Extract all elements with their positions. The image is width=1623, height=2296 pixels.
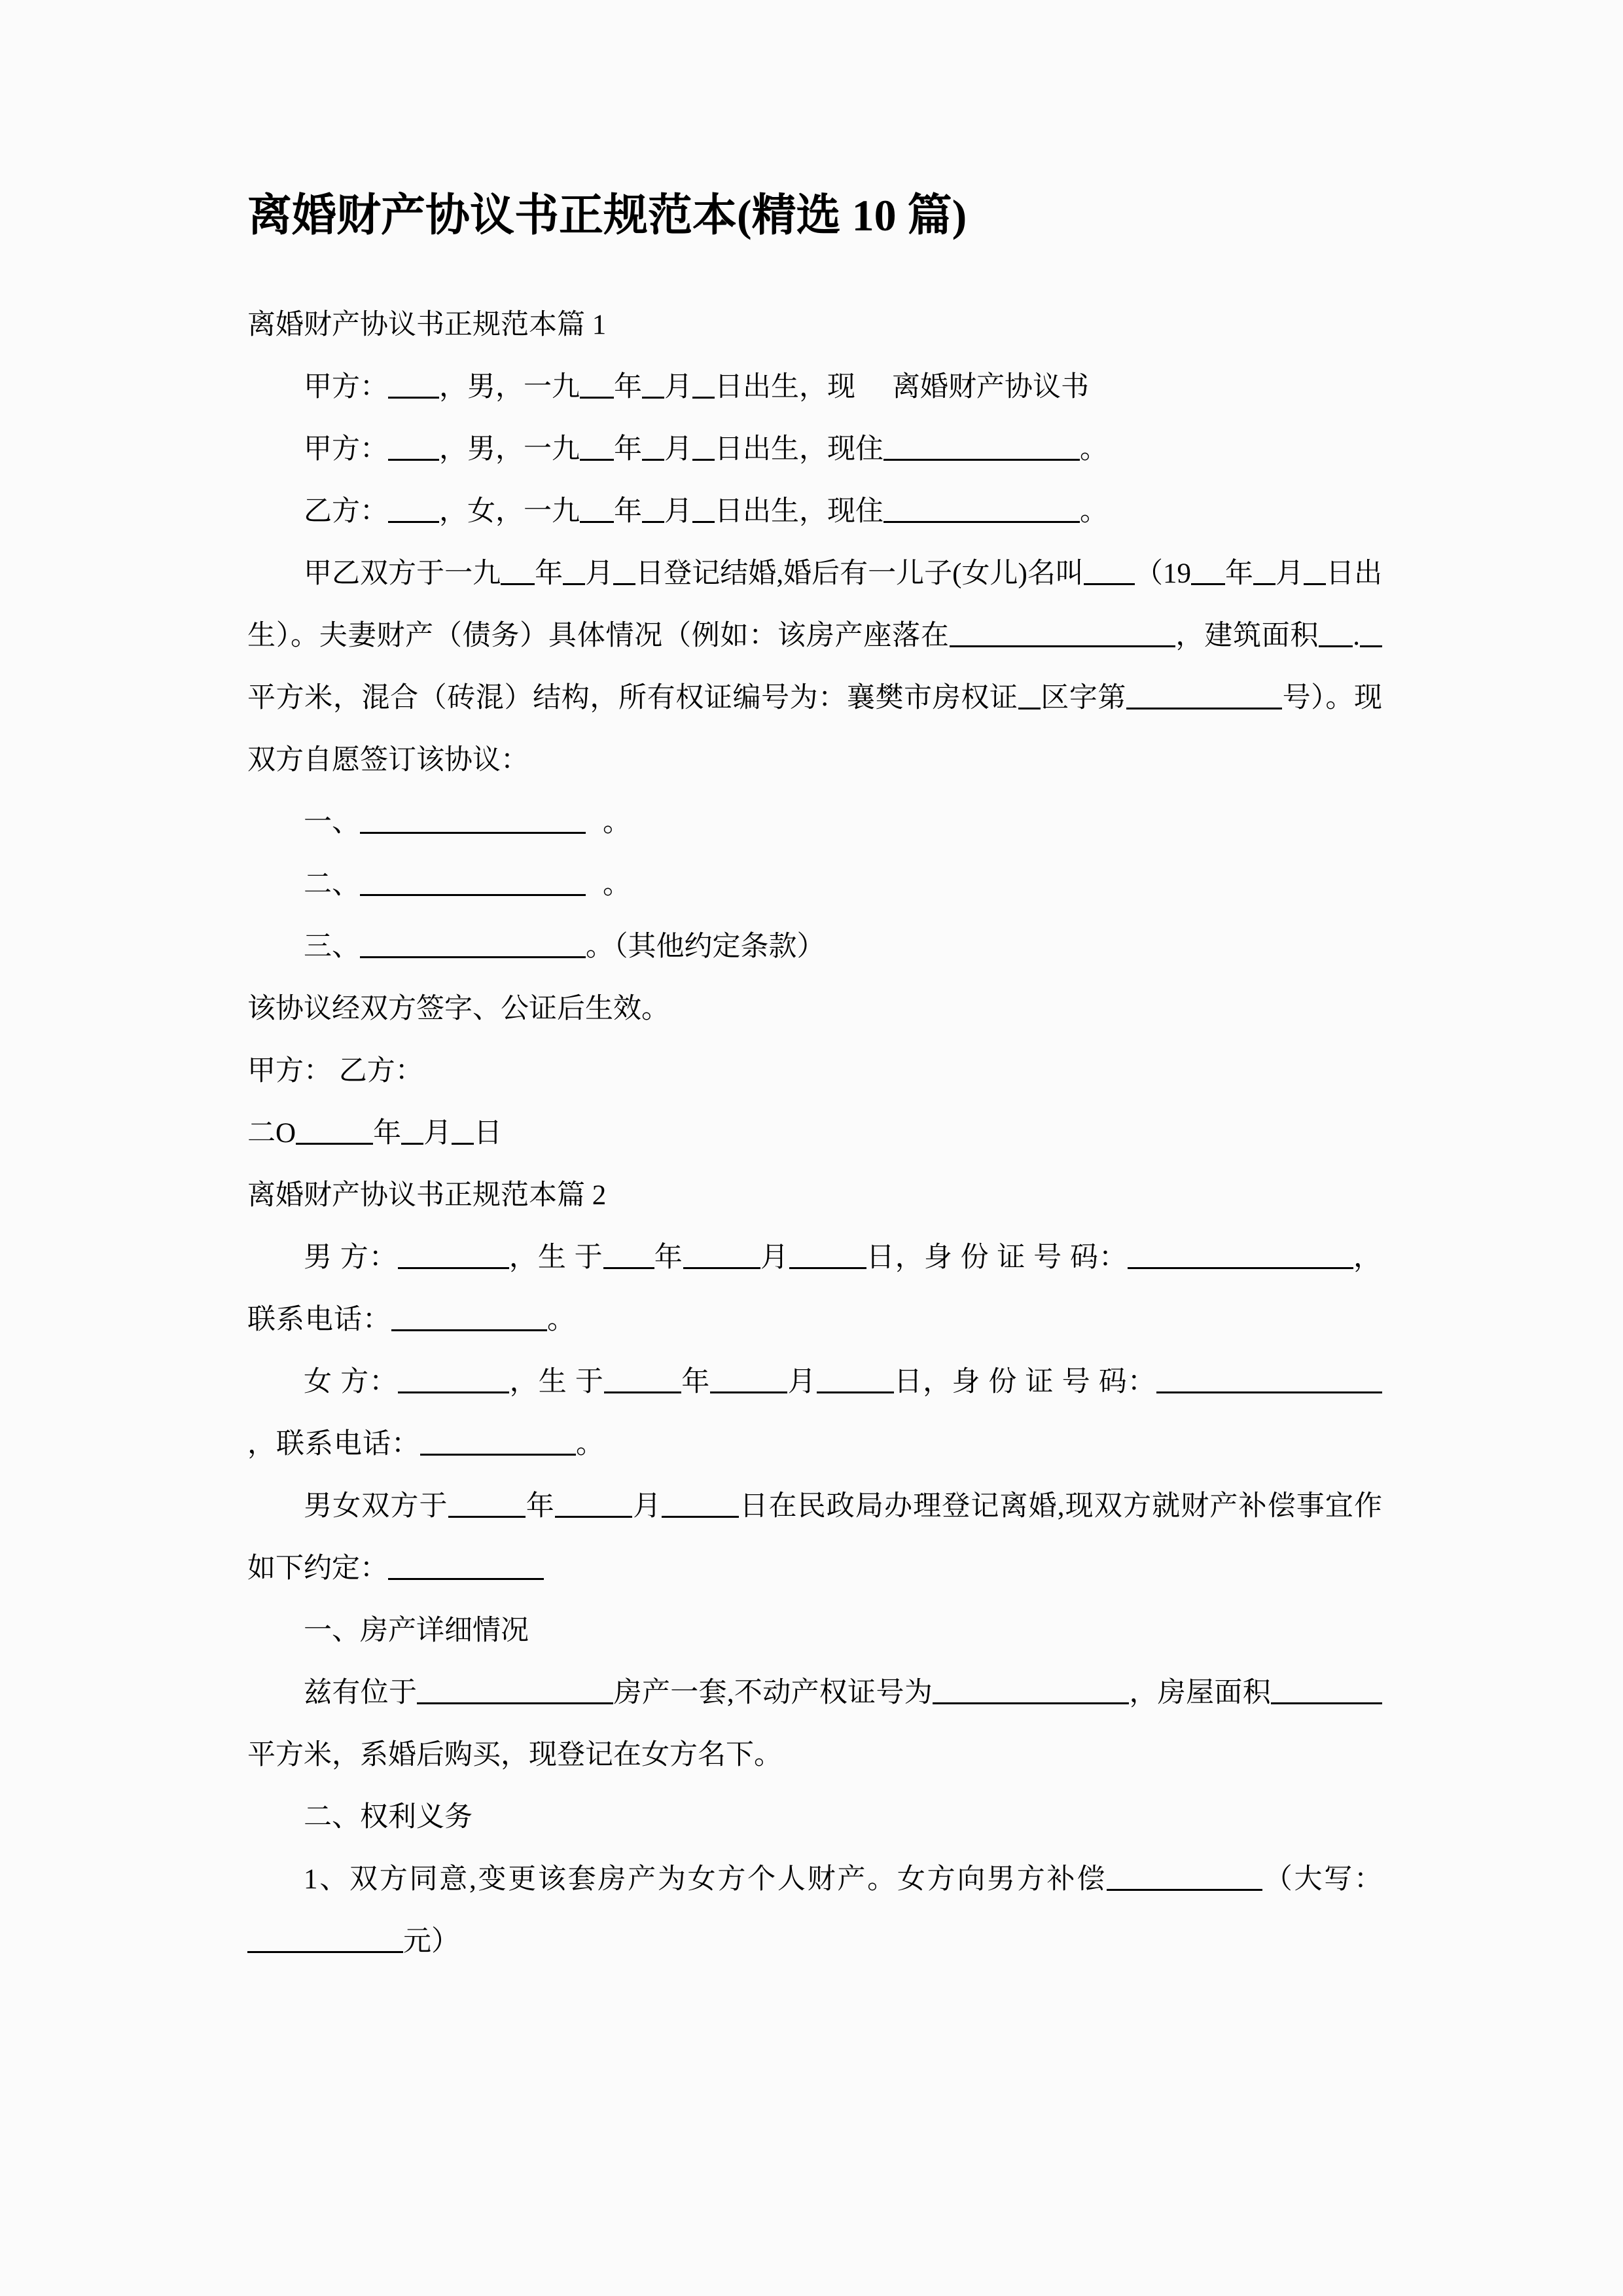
party-a-line-2: [247, 418, 1382, 480]
party-a-month-label: 月: [664, 371, 692, 403]
clause-item-1: [247, 791, 1382, 853]
section-2-heading: [247, 1164, 1382, 1227]
party-a-name-blank-2[interactable]: [388, 433, 439, 461]
cert-district-label: 区字第: [1040, 682, 1127, 713]
male-id-label: 日，身 份 证 号 码：: [866, 1242, 1128, 1273]
date-day-label: 日: [474, 1117, 503, 1149]
date-year-blank[interactable]: [296, 1117, 373, 1145]
divorce-registration-paragraph: [247, 1475, 1382, 1600]
date-day-blank[interactable]: [452, 1117, 474, 1145]
party-a-year-blank-2[interactable]: [580, 433, 614, 461]
male-id-blank[interactable]: [1128, 1241, 1353, 1269]
effective-clause-text: 该协议经双方签字、公证后生效。: [247, 993, 669, 1024]
female-day-blank[interactable]: [817, 1365, 894, 1393]
section-pian-1: [247, 294, 1382, 1164]
section-2-heading-text: 离婚财产协议书正规范本篇 2: [247, 1179, 607, 1211]
section-pian-2: [247, 1164, 1382, 1973]
male-month-blank[interactable]: [683, 1241, 760, 1269]
male-name-blank[interactable]: [398, 1241, 509, 1269]
party-a-day-blank-2[interactable]: [692, 433, 715, 461]
page-title: 离婚财产协议书正规范本(精选 10 篇): [247, 190, 967, 240]
male-period: 。: [547, 1304, 576, 1335]
house-cert-blank[interactable]: [933, 1676, 1129, 1704]
area-decimal-dot: .: [1353, 620, 1361, 651]
party-b-year-label: 年: [614, 495, 642, 527]
male-tel-blank[interactable]: [391, 1303, 547, 1331]
party-a-year-label-2: 年: [614, 433, 642, 465]
compensation-amount-blank[interactable]: [1107, 1863, 1262, 1891]
party-a-address-blank[interactable]: [883, 433, 1080, 461]
female-year-label: 年: [681, 1366, 711, 1397]
female-month-label: 月: [787, 1366, 817, 1397]
party-a-gender-text-2: ，男，一九: [439, 433, 580, 465]
divorce-body-text: 日在民政局办理登记离婚,现双方就财产补偿事宜作如下约定：: [247, 1490, 1383, 1584]
child-year-blank[interactable]: [1191, 557, 1225, 585]
building-area-label: ，建筑面积: [1175, 620, 1319, 651]
inline-doc-name: 离婚财产协议书: [892, 371, 1089, 403]
heading-rights-duties: [247, 1786, 1382, 1848]
clause-item-3: [247, 916, 1382, 978]
child-birth-prefix: （19: [1134, 558, 1191, 589]
female-party-paragraph: [247, 1351, 1382, 1475]
date-year-label: 年: [373, 1117, 402, 1149]
female-period: 。: [576, 1428, 605, 1460]
female-tel-label: ，联系电话：: [247, 1428, 420, 1460]
signature-line: [247, 1040, 1382, 1102]
house-location-label: 兹有位于: [304, 1677, 418, 1708]
female-month-blank[interactable]: [710, 1365, 787, 1393]
rights-item-1: [247, 1848, 1382, 1973]
area-int-blank[interactable]: [1319, 619, 1353, 647]
party-a-month-blank-2[interactable]: [642, 433, 664, 461]
house-ownership-text: 平方米，系婚后购买，现登记在女方名下。: [247, 1739, 782, 1770]
heading-house-details: [247, 1600, 1382, 1662]
party-a-birth-text: 日出生，现: [715, 371, 855, 403]
party-b-year-blank[interactable]: [580, 495, 614, 523]
party-a-name-blank[interactable]: [388, 370, 439, 399]
party-b-period: 。: [1080, 495, 1108, 527]
signature-labels: 甲方： 乙方：: [247, 1055, 423, 1086]
party-b-address-blank[interactable]: [883, 495, 1080, 523]
clause-1-blank[interactable]: [360, 806, 586, 834]
marriage-year-blank[interactable]: [501, 557, 535, 585]
female-tel-blank[interactable]: [420, 1427, 576, 1456]
male-party-paragraph: [247, 1227, 1382, 1351]
female-birth-label: ，生 于: [509, 1366, 605, 1397]
clause-2-number: 二、: [304, 869, 360, 900]
marriage-property-paragraph: [247, 543, 1382, 791]
party-b-month-blank[interactable]: [642, 495, 664, 523]
area-dec-blank[interactable]: [1360, 619, 1382, 647]
cert-number-blank[interactable]: [1126, 681, 1282, 709]
party-b-day-blank[interactable]: [692, 495, 715, 523]
section-1-heading: [247, 294, 1382, 356]
party-a-gender-text: ，男，一九: [439, 371, 580, 403]
party-a-period: 。: [1080, 433, 1108, 465]
party-b-month-label: 月: [664, 495, 692, 527]
clause-1-period: 。: [603, 806, 631, 838]
divorce-day-blank[interactable]: [662, 1490, 739, 1518]
house-location-blank[interactable]: [417, 1676, 613, 1704]
marriage-month-blank[interactable]: [563, 557, 585, 585]
party-b-line: [247, 480, 1382, 543]
heading-house-details-text: 一、房产详细情况: [304, 1615, 529, 1646]
party-a-year-blank[interactable]: [580, 370, 614, 399]
rights-item-1-text: 1、双方同意,变更该套房产为女方个人财产。女方向男方补偿: [304, 1863, 1107, 1895]
party-a-label: 甲方：: [304, 371, 388, 403]
clause-3-note: 。（其他约定条款）: [586, 931, 825, 962]
party-b-name-blank[interactable]: [388, 495, 439, 523]
female-id-label: 日，身 份 证 号 码：: [893, 1366, 1157, 1397]
agreement-sign-text: 号）。现双方自愿签订该协议：: [247, 682, 1383, 776]
property-example-text: 日出生）。夫妻财产（债务）具体情况（例如：该房产座落在: [247, 558, 1383, 651]
marriage-day-blank[interactable]: [613, 557, 635, 585]
clause-item-2: [247, 853, 1382, 916]
date-line: [247, 1102, 1382, 1164]
party-a-year-label: 年: [614, 371, 642, 403]
date-era-prefix: 二O: [247, 1117, 296, 1149]
male-month-label: 月: [760, 1242, 789, 1273]
section-1-heading-text: 离婚财产协议书正规范本篇 1: [247, 309, 607, 340]
divorce-month-label: 月: [632, 1490, 662, 1522]
clause-3-number: 三、: [304, 931, 360, 962]
house-area-blank[interactable]: [1271, 1676, 1382, 1704]
party-b-label: 乙方：: [304, 495, 388, 527]
male-party-label: 男 方：: [304, 1242, 398, 1273]
divorce-agreement-blank[interactable]: [388, 1552, 544, 1580]
clause-2-period: 。: [603, 869, 631, 900]
child-name-blank[interactable]: [1084, 557, 1135, 585]
female-year-blank[interactable]: [604, 1365, 681, 1393]
male-year-label: 年: [654, 1242, 683, 1273]
party-a-line-1: [247, 356, 1382, 418]
compensation-written-label: （大写：: [1262, 1863, 1382, 1895]
male-tel-label: ，联系电话：: [247, 1242, 1383, 1335]
party-a-label-2: 甲方：: [304, 433, 388, 465]
divorce-year-blank[interactable]: [448, 1490, 526, 1518]
party-a-address-label: 日出生，现住: [715, 433, 883, 465]
divorce-lead-text: 男女双方于: [304, 1490, 448, 1522]
child-day-blank[interactable]: [1304, 557, 1326, 585]
male-birth-label: ，生 于: [508, 1242, 603, 1273]
male-year-blank[interactable]: [603, 1241, 654, 1269]
party-b-gender-text: ，女，一九: [439, 495, 580, 527]
date-month-label: 月: [423, 1117, 452, 1149]
heading-rights-duties-text: 二、权利义务: [304, 1801, 473, 1833]
divorce-year-label: 年: [525, 1490, 555, 1522]
child-year-label: 年: [1224, 558, 1254, 589]
female-id-blank[interactable]: [1156, 1365, 1382, 1393]
compensation-unit-text: 元）: [403, 1926, 459, 1957]
female-party-label: 女 方：: [304, 1366, 399, 1397]
clause-2-blank[interactable]: [360, 868, 586, 896]
marriage-lead-text: 甲乙双方于一九: [304, 558, 501, 589]
property-location-blank[interactable]: [950, 619, 1175, 647]
marriage-child-text: 日登记结婚,婚后有一儿子(女儿)名叫: [635, 558, 1084, 589]
party-a-day-blank[interactable]: [692, 370, 715, 399]
house-cert-label: 房产一套,不动产权证号为: [613, 1677, 933, 1708]
structure-cert-text: 平方米，混合（砖混）结构，所有权证编号为：襄樊市房权证: [247, 682, 1018, 713]
party-b-address-label: 日出生，现住: [715, 495, 883, 527]
cert-district-blank[interactable]: [1018, 681, 1041, 709]
party-a-month-label-2: 月: [664, 433, 692, 465]
date-month-blank[interactable]: [401, 1117, 423, 1145]
house-area-label: ，房屋面积: [1129, 1677, 1272, 1708]
divorce-month-blank[interactable]: [555, 1490, 632, 1518]
effective-clause: [247, 978, 1382, 1040]
party-a-month-blank[interactable]: [642, 370, 664, 399]
male-day-blank[interactable]: [789, 1241, 866, 1269]
child-month-blank[interactable]: [1253, 557, 1275, 585]
female-name-blank[interactable]: [398, 1365, 509, 1393]
clause-3-blank[interactable]: [360, 930, 586, 958]
marriage-year-label: 年: [535, 558, 563, 589]
document-content: [247, 0, 1382, 1973]
child-month-label: 月: [1275, 558, 1304, 589]
clause-1-number: 一、: [304, 806, 360, 838]
house-detail-paragraph: [247, 1662, 1382, 1786]
marriage-month-label: 月: [585, 558, 614, 589]
compensation-written-blank[interactable]: [247, 1925, 403, 1953]
